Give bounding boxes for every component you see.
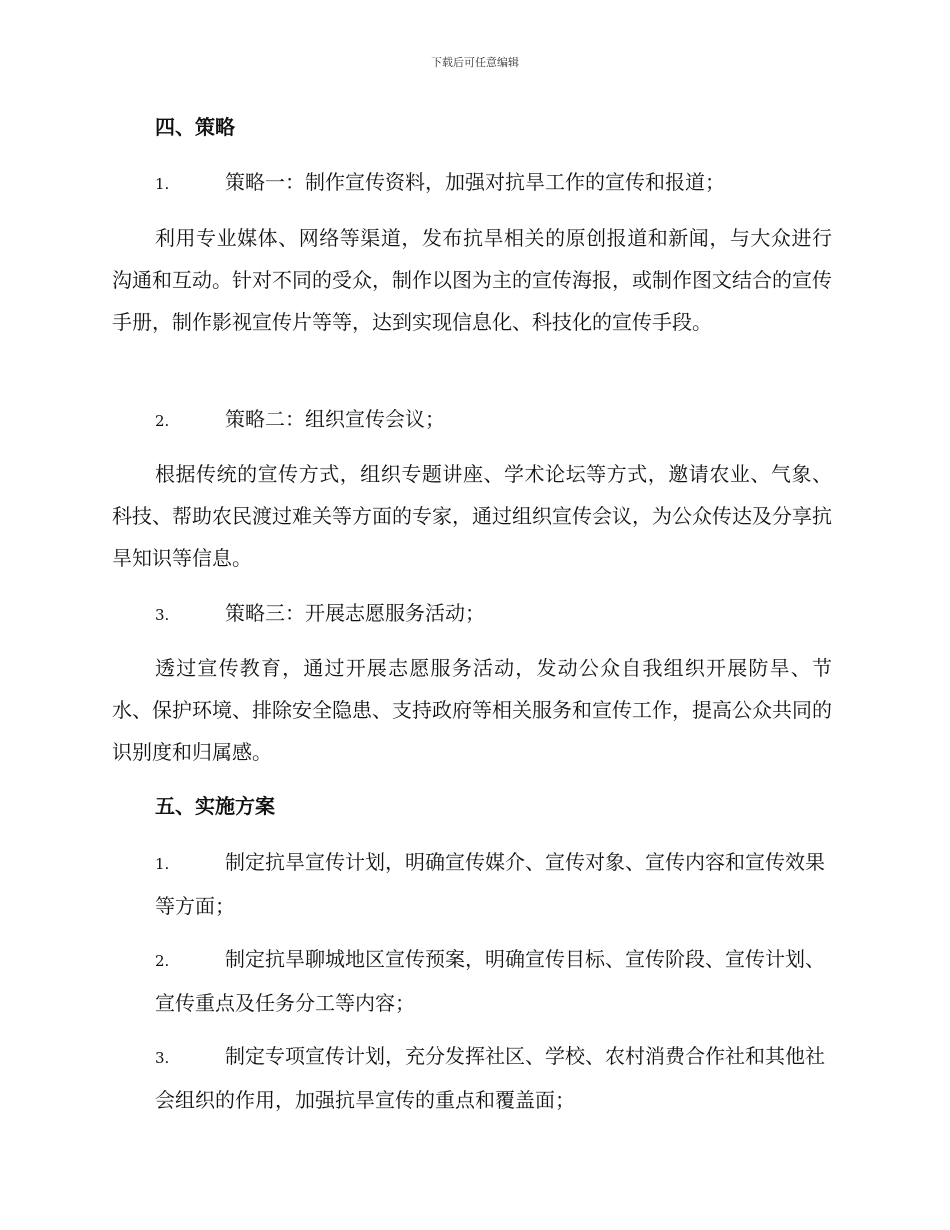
section-heading-plan: 五、实施方案 [155,794,275,818]
item-text: 制定专项宣传计划，充分发挥社区、学校、农村消费合作社和其他社会组织的作用，加强抗旱宣传的重点和覆盖面； [155,1044,825,1112]
strategy-item-3 [155,592,835,636]
item-text: 制定抗旱宣传计划，明确宣传媒介、宣传对象、宣传内容和宣传效果等方面； [155,850,825,918]
plan-item-3 [155,1035,835,1121]
item-number: 1. [155,855,170,873]
strategy-paragraph-2: 根据传统的宣传方式，组织专题讲座、学术论坛等方式，邀请农业、气象、科技、帮助农民渡过难关等方面的专家，通过组织宣传会议，为公众传达及分享抗旱知识等信息。 [112,462,832,570]
plan-item-1 [155,841,835,927]
strategy-paragraph-3: 透过宣传教育，通过开展志愿服务活动，发动公众自我组织开展防旱、节水、保护环境、排除安全隐患、支持政府等相关服务和宣传工作，提高公众共同的识别度和归属感。 [112,656,832,764]
item-text: 策略一：制作宣传资料，加强对抗旱工作的宣传和报道； [225,170,725,194]
item-number: 3. [155,1049,170,1067]
item-number: 3. [155,606,170,624]
strategy-item-2 [155,398,835,442]
item-text: 策略二：组织宣传会议； [225,407,445,431]
strategy-paragraph-1: 利用专业媒体、网络等渠道，发布抗旱相关的原创报道和新闻，与大众进行沟通和互动。针对不同的受众，制作以图为主的宣传海报，或制作图文结合的宣传手册，制作影视宣传片等等，达到实现信息化、科技化的宣传手段。 [112,226,832,334]
strategy-item-1 [155,161,835,205]
item-text: 策略三：开展志愿服务活动； [225,601,485,625]
item-number: 1. [155,175,170,193]
plan-item-2 [155,938,835,1024]
section-heading-strategy: 四、策略 [155,115,235,139]
item-number: 2. [155,412,170,430]
page-header: 下载后可任意编辑 [431,56,519,69]
item-number: 2. [155,952,170,970]
item-text: 制定抗旱聊城地区宣传预案，明确宣传目标、宣传阶段、宣传计划、宣传重点及任务分工等内容； [155,947,825,1015]
